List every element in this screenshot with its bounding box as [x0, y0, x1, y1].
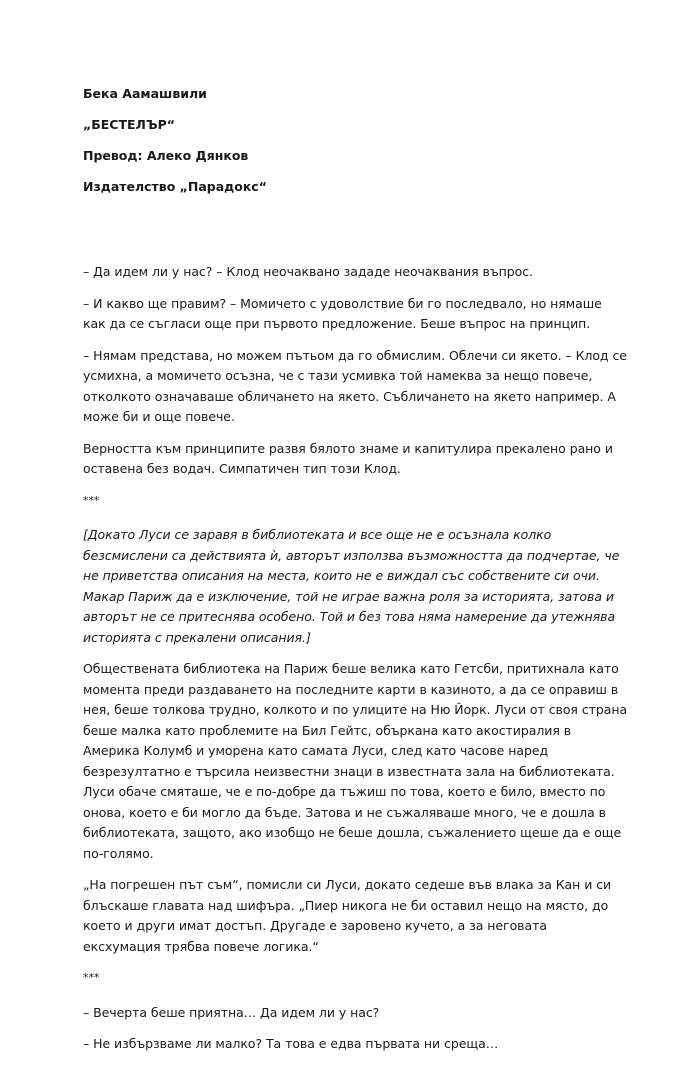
paragraph: „На погрешен път съм“, помисли си Луси, докато седеше във влака за Кан и си блъскаше главата над шифъра. „Пиер никога не би оставил нещо на място, до което и други имат достъп. Другаде е заровено кучето, а за неговата ексхумация трябва повече логика.“	[83, 877, 612, 954]
paragraph: – Нямам представа, но можем пътьом да го обмислим. Облечи си якето. – Клод се усмихна, а момичето осъзна, че с тази усмивка той намеква за нещо повече, отколкото означаваше обличането на якето. Събличането на якето например. А може би и още повече.	[83, 347, 627, 424]
translator-line: Превод: Алеко Дянков	[83, 148, 249, 163]
paragraph: Верността към принципите развя бялото знаме и капитулира прекалено рано и оставена без водач. Симпатичен тип този Клод.	[83, 440, 613, 476]
book-title: „БЕСТЕЛЪР“	[83, 117, 176, 132]
publisher-line: Издателство „Парадокс“	[83, 179, 267, 194]
paragraph: Обществената библиотека на Париж беше велика като Гетсби, притихнала като момента преди раздаването на последните карти в казиното, а да се оправиш в нея, беше толкова трудно, колкото и по улиците на Ню Йорк. Луси от своя страна беше малка като проблемите на Бил Гейтс, объркана като акостиралия в Америка Колумб и уморена като самата Луси, след като часове наред безрезултатно е търсила неизвестни знаци в известната зала на библиотеката. Луси обаче смяташе, че е по-добре да тъжиш по това, което е било, вместо по онова, което е би могло да бъде. Затова и не съжаляваше много, че е дошла в библиотеката, защото, ако изобщо не беше дошла, съжалението щеше да е още по-голямо.	[83, 661, 628, 861]
document-body	[83, 262, 628, 1066]
section-separator: ***	[83, 971, 100, 984]
paragraph: – Да идем ли у нас? – Клод неочаквано зададе неочаквания въпрос.	[83, 264, 533, 279]
document-header	[83, 86, 623, 195]
section-separator: ***	[83, 493, 100, 507]
author-name: Бека Аамашвили	[83, 86, 207, 101]
paragraph: – И какво ще правим? – Момичето с удоволствие би го последвало, но нямаше как да се съгласи още при първото предложение. Беше въпрос на принцип.	[83, 295, 602, 331]
author-note-paragraph: [Докато Луси се заравя в библиотеката и все още не е осъзнала колко безсмислени са действията ѝ, авторът използва възможността да подчертае, че не приветства описания на места, които не е виждал със собствените си очи. Макар Париж да е изключение, той не играе важна роля за историята, затова и авторът не се притеснява особено. Той и без това няма намерение да утежнява историята с прекалени описания.]	[83, 527, 620, 645]
paragraph: – Не избързваме ли малко? Та това е едва първата ни среща…	[83, 1036, 499, 1051]
paragraph: – Вечерта беше приятна… Да идем ли у нас?	[83, 1004, 380, 1020]
